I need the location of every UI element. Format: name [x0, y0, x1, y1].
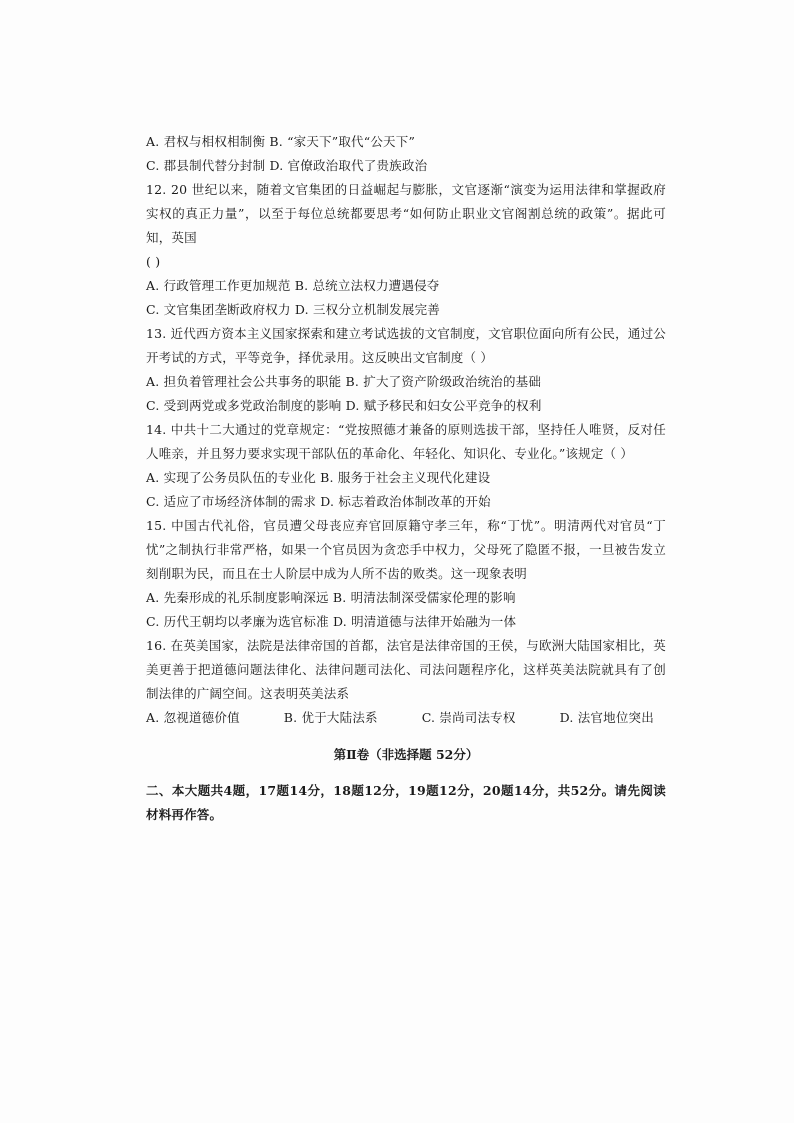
- q16-option-a: A. 忽视道德价值: [146, 710, 240, 725]
- q15-options-line-2: C. 历代王朝均以孝廉为选官标准 D. 明清道德与法律开始融为一体: [146, 614, 517, 629]
- q16-stem: 16. 在英美国家，法院是法律帝国的首都，法官是法律帝国的王侯，与欧洲大陆国家相比，英美更善于把道德问题法律化、法律问题司法化、司法问题程序化，这样英美法院就具有了创制法律的广阔空间。这表明英美法系: [146, 638, 666, 701]
- q15-stem: 15. 中国古代礼俗，官员遭父母丧应弃官回原籍守孝三年，称“丁忧”。明清两代对官员“丁忧”之制执行非常严格，如果一个官员因为贪恋手中权力，父母死了隐匿不报，一旦被告发立刻削职为民，而且在士人阶层中成为人所不齿的败类。这一现象表明: [146, 518, 666, 581]
- q13-options-line-2: C. 受到两党或多党政治制度的影响 D. 赋予移民和妇女公平竞争的权利: [146, 398, 542, 413]
- q15-options-line-1: A. 先秦形成的礼乐制度影响深远 B. 明清法制深受儒家伦理的影响: [146, 590, 516, 605]
- q12-stem: 12. 20 世纪以来，随着文官集团的日益崛起与膨胀，文官逐渐“演变为运用法律和掌握政府实权的真正力量”，以至于每位总统都要思考“如何防止职业文官阁割总统的政策”。据此可知，英国: [146, 182, 666, 245]
- q12-answer-paren: ( ): [146, 254, 161, 269]
- q14-stem: 14. 中共十二大通过的党章规定：“党按照德才兼备的原则选拔干部，坚持任人唯贤，反对任人唯亲，并且努力要求实现干部队伍的革命化、年轻化、知识化、专业化。”该规定（ ）: [146, 422, 666, 461]
- q14-options-line-2: C. 适应了市场经济体制的需求 D. 标志着政治体制改革的开始: [146, 494, 491, 509]
- q13-stem: 13. 近代西方资本主义国家探索和建立考试选拔的文官制度，文官职位面向所有公民，通过公开考试的方式，平等竞争，择优录用。这反映出文官制度（ ）: [146, 326, 666, 365]
- part-2-heading: 第Ⅱ卷（非选择题 52分）: [333, 746, 479, 762]
- q13-options-line-1: A. 担负着管理社会公共事务的职能 B. 扩大了资产阶级政治统治的基础: [146, 374, 542, 389]
- q16-options: [146, 706, 666, 730]
- q14-options-line-1: A. 实现了公务员队伍的专业化 B. 服务于社会主义现代化建设: [146, 470, 491, 485]
- q16-option-b: B. 优于大陆法系: [283, 710, 378, 725]
- exam-content: [146, 130, 666, 827]
- q12-options-line-1: A. 行政管理工作更加规范 B. 总统立法权力遭遇侵夺: [146, 278, 440, 293]
- q11-options-line-2: C. 郡县制代替分封制 D. 官僚政治取代了贵族政治: [146, 158, 428, 173]
- q11-options-line-1: A. 君权与相权相制衡 B. “家天下”取代“公天下”: [146, 134, 416, 149]
- q12-options-line-2: C. 文官集团垄断政府权力 D. 三权分立机制发展完善: [146, 302, 440, 317]
- q16-option-c: C. 崇尚司法专权: [421, 710, 516, 725]
- q16-option-d: D. 法官地位突出: [559, 710, 654, 725]
- part-2-instructions: 二、本大题共4题，17题14分，18题12分，19题12分，20题14分，共52分。请先阅读材料再作答。: [146, 783, 666, 822]
